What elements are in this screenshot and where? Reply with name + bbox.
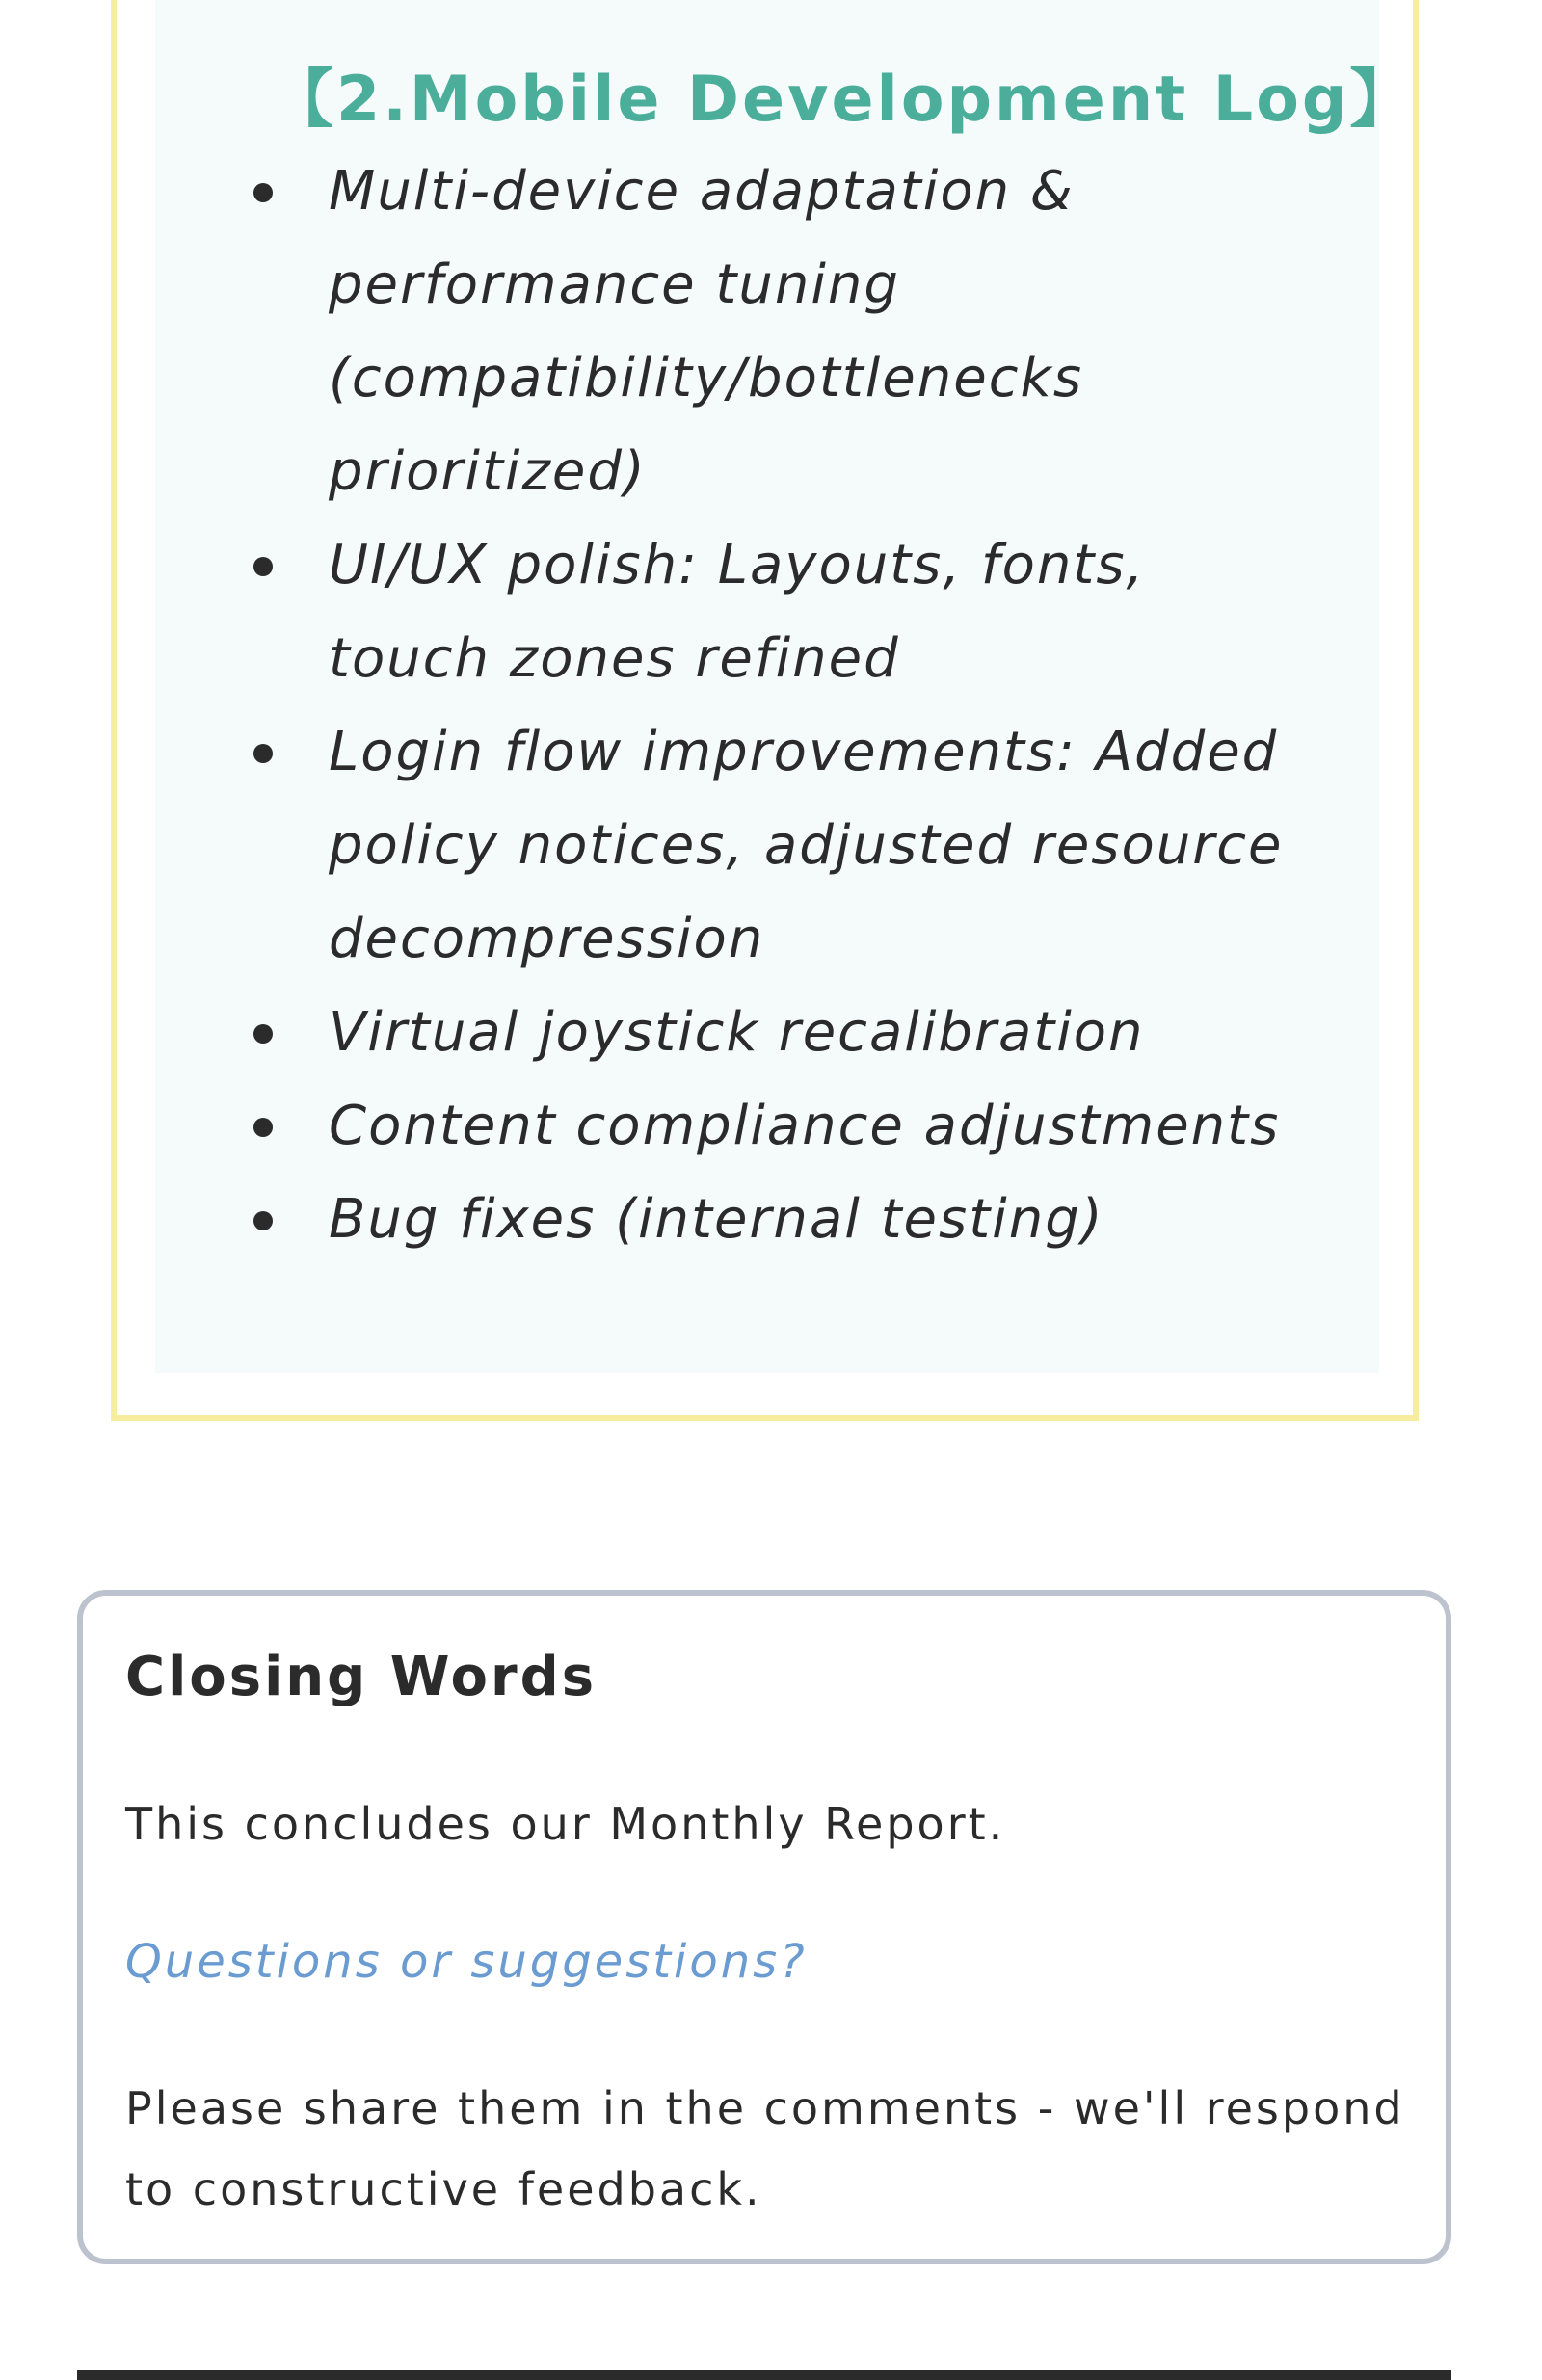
list-item-text-line: Bug fixes (internal testing) (329, 1188, 1104, 1251)
list-item (329, 1173, 1331, 1266)
list-item-text-line: UI/UX polish: Layouts, fonts, (329, 534, 1146, 596)
list-item (329, 1079, 1331, 1173)
bullet-icon (253, 1118, 273, 1137)
bullet-icon (253, 183, 273, 202)
bullet-icon (253, 1211, 273, 1230)
list-item-text-line: decompression (329, 908, 765, 970)
list-item-text-line: prioritized) (329, 440, 647, 503)
list-item-text-line: Content compliance adjustments (329, 1095, 1281, 1157)
questions-link[interactable]: Questions or suggestions? (125, 1935, 808, 1989)
list-item-text-line: Virtual joystick recalibration (329, 1001, 1145, 1064)
list-item (329, 145, 1331, 518)
closing-words-card (77, 1590, 1451, 2264)
list-item-text-line: Multi-device adaptation & (329, 160, 1075, 223)
mobile-log-list (329, 145, 1331, 1266)
list-item-text-line: performance tuning (329, 253, 900, 316)
list-item-text-line: (compatibility/bottlenecks (329, 347, 1084, 410)
closing-words-title: Closing Words (125, 1646, 598, 1708)
list-item (329, 705, 1331, 986)
list-item-text-line: touch zones refined (329, 627, 900, 690)
bullet-icon (253, 1024, 273, 1044)
bullet-icon (253, 557, 273, 576)
list-item (329, 986, 1331, 1079)
mobile-log-title: 【2.Mobile Development Log】 (271, 64, 1416, 136)
list-item-text-line: Login flow improvements: Added (329, 721, 1279, 783)
bullet-icon (253, 744, 273, 763)
list-item-text-line: policy notices, adjusted resource (329, 814, 1284, 877)
closing-feedback-text: Please share them in the comments - we'll respond to constructive feedback. (125, 2082, 1405, 2215)
list-item (329, 518, 1331, 705)
mobile-log-panel (155, 0, 1416, 1373)
closing-conclusion-text: This concludes our Monthly Report. (125, 1798, 1006, 1850)
mobile-log-frame (111, 0, 1419, 1421)
bottom-divider (77, 2370, 1451, 2380)
